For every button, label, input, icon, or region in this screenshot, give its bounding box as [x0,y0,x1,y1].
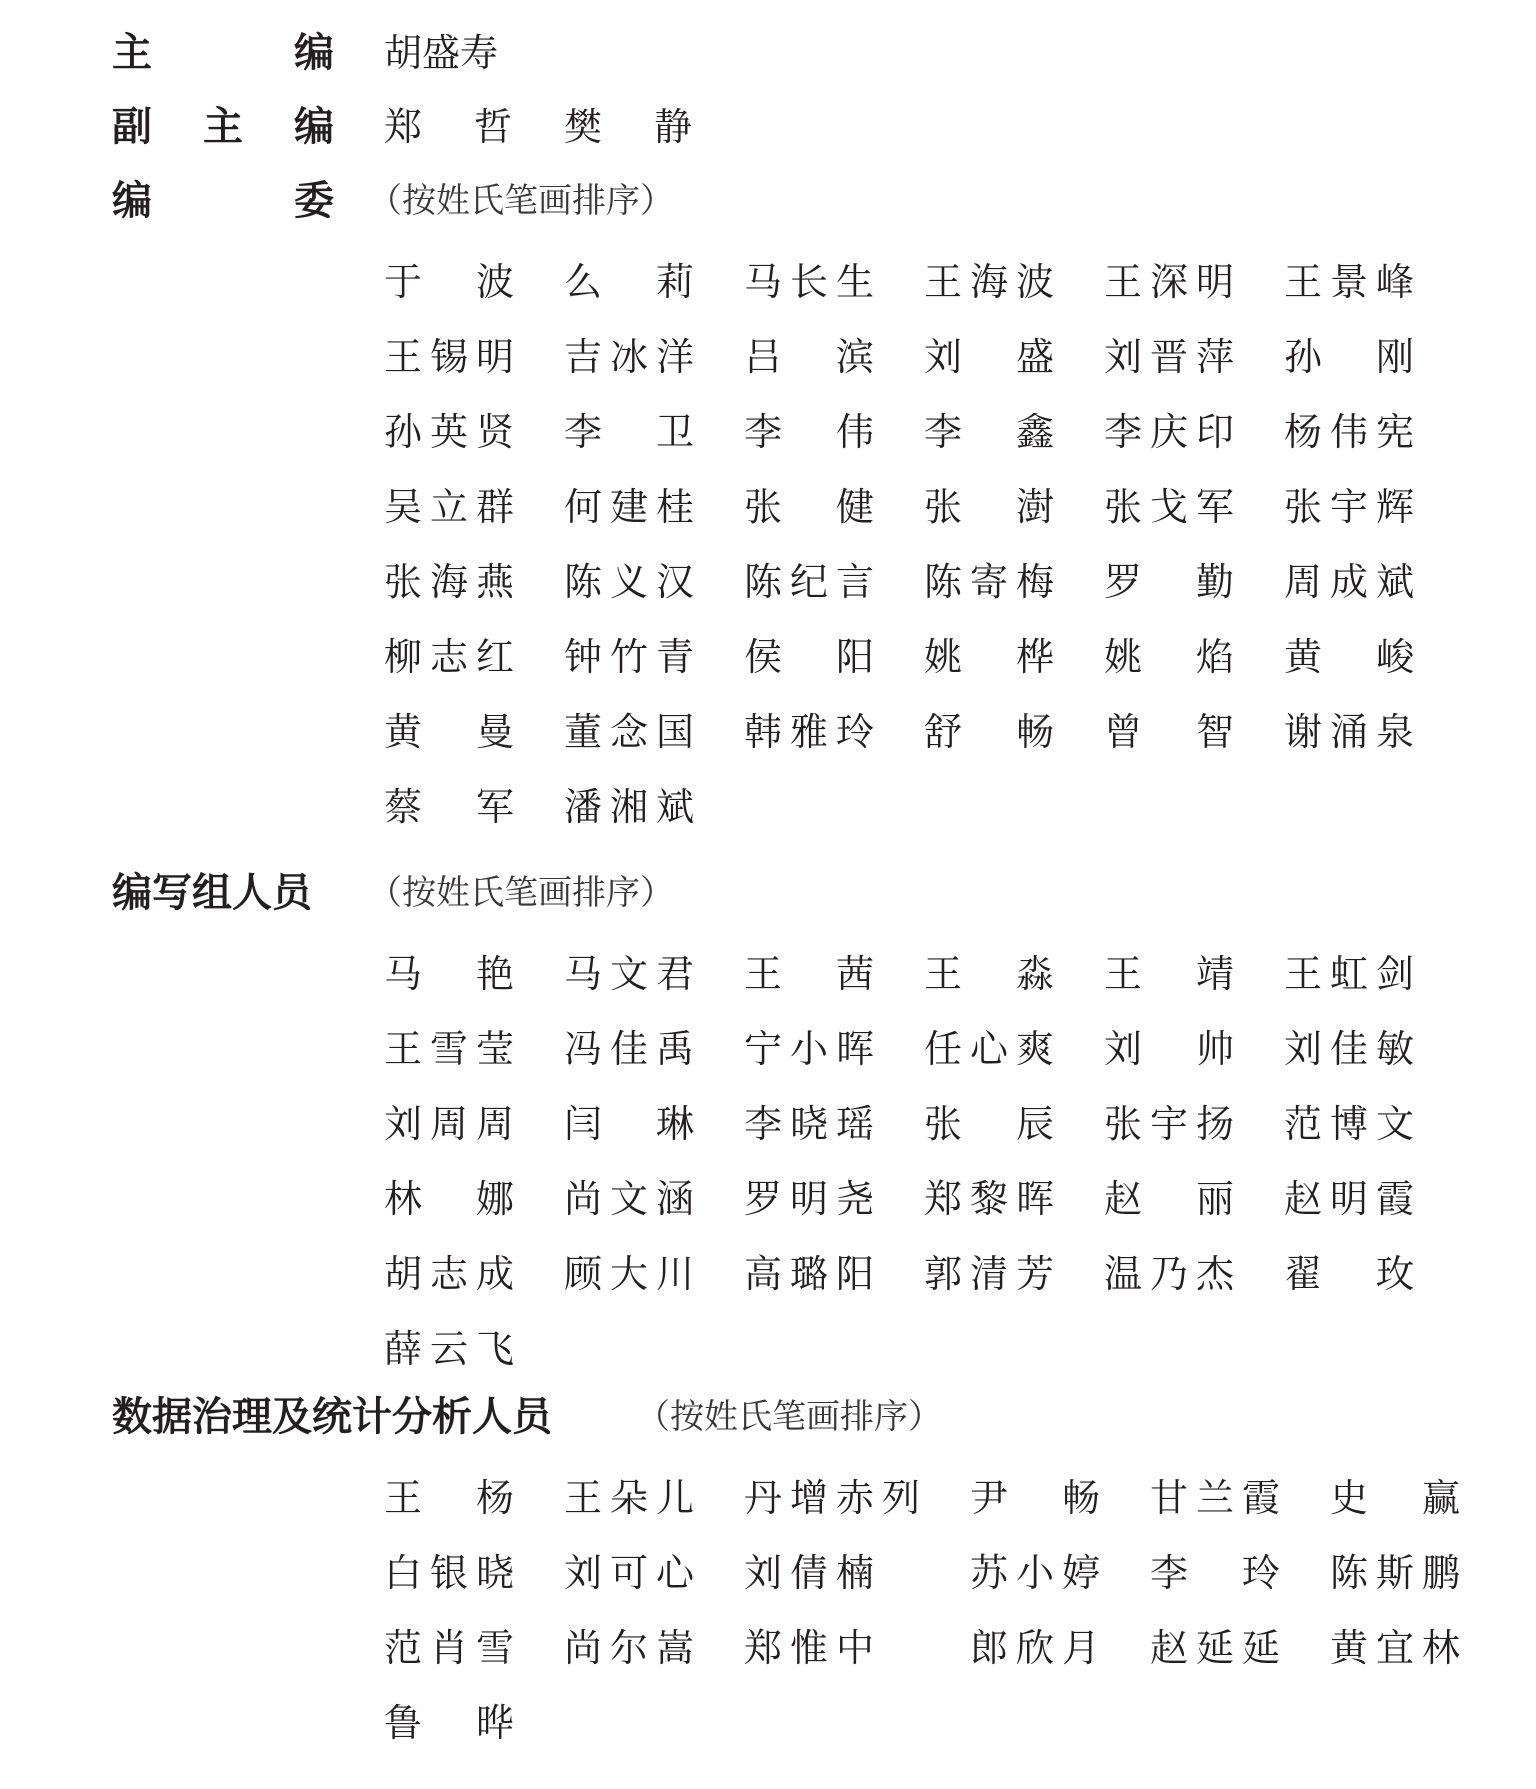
editorial-board-list [384,244,1464,844]
person-name: 谢 涌 泉 [1284,709,1414,754]
person-name: 史 赢 [1330,1475,1460,1520]
person-name: 赵 延 延 [1150,1625,1280,1670]
person-name: 张 健 [744,484,874,529]
data-group-list [384,1460,1460,1760]
person-name: 林 娜 [384,1176,514,1221]
person-name: 苏 小 婷 [970,1550,1100,1595]
person-name: 王 虹 剑 [1284,951,1414,996]
person-name: 韩 雅 玲 [744,709,874,754]
person-name: 柳 志 红 [384,634,514,679]
person-name: 赵 明 霞 [1284,1176,1414,1221]
deputy-name-char: 郑 [384,105,423,149]
deputy-label-char: 主 [203,104,243,150]
person-name: 尚 尔 嵩 [564,1625,694,1670]
writing-group-label: 编写组人员 [112,870,312,916]
person-name: 李 鑫 [924,409,1054,454]
person-name: 王 茜 [744,951,874,996]
deputy-label-char: 副 [112,104,152,150]
person-name: 王 朵 儿 [564,1475,694,1520]
person-name: 么 莉 [564,259,694,304]
person-name: 杨 伟 宪 [1284,409,1414,454]
person-name: 孙 英 贤 [384,409,514,454]
person-name: 孙 刚 [1284,334,1414,379]
person-name: 顾 大 川 [564,1251,694,1296]
deputy-name-char: 哲 [473,105,512,149]
person-name: 张 辰 [924,1101,1054,1146]
writing-group-note: （按姓氏笔画排序） [368,873,674,913]
person-name: 刘 晋 萍 [1104,334,1234,379]
person-name: 黄 宜 林 [1330,1625,1460,1670]
person-name: 陈 纪 言 [744,559,874,604]
person-name: 何 建 桂 [564,484,694,529]
person-name: 张 戈 军 [1104,484,1234,529]
person-name: 李 晓 瑶 [744,1101,874,1146]
person-name: 钟 竹 青 [564,634,694,679]
board-label-char: 委 [294,178,334,224]
chief-editor-label-char: 主 [112,30,152,76]
data-group-note: （按姓氏笔画排序） [636,1397,942,1437]
deputy-chief-editor-row [0,74,1536,148]
person-name: 张 海 燕 [384,559,514,604]
person-name: 王 深 明 [1104,259,1234,304]
person-name: 张 宇 扬 [1104,1101,1234,1146]
person-name: 白 银 晓 [384,1550,514,1595]
writing-group-list [384,936,1464,1386]
person-name: 罗 勤 [1104,559,1234,604]
person-name: 李 伟 [744,409,874,454]
person-name: 丹 增 赤 列 [744,1475,920,1520]
person-name: 郭 清 芳 [924,1251,1054,1296]
person-name: 赵 丽 [1104,1176,1234,1221]
editorial-board-label [112,176,334,226]
person-name: 王 靖 [1104,951,1234,996]
person-name: 罗 明 尧 [744,1176,874,1221]
person-name: 马 艳 [384,951,514,996]
person-name: 刘 帅 [1104,1026,1234,1071]
data-group-row [0,1364,1536,1438]
editorial-board-row [0,148,1536,222]
editorial-board-note: （按姓氏笔画排序） [368,181,674,221]
person-name: 刘 周 周 [384,1101,514,1146]
person-name: 刘 盛 [924,334,1054,379]
deputy-name-char: 静 [653,105,692,149]
person-name: 马 长 生 [744,259,874,304]
person-name: 郑 黎 晖 [924,1176,1054,1221]
person-name: 范 博 文 [1284,1101,1414,1146]
person-name: 郑 惟 中 [744,1625,874,1670]
chief-editor-name: 胡盛寿 [384,31,499,75]
person-name: 尹 畅 [970,1475,1100,1520]
person-name: 董 念 国 [564,709,694,754]
person-name: 陈 斯 鹏 [1330,1550,1460,1595]
person-name: 侯 阳 [744,634,874,679]
person-name: 温 乃 杰 [1104,1251,1234,1296]
person-name: 陈 寄 梅 [924,559,1054,604]
person-name: 王 锡 明 [384,334,514,379]
person-name: 周 成 斌 [1284,559,1414,604]
person-name: 吉 冰 洋 [564,334,694,379]
person-name: 王 杨 [384,1475,514,1520]
chief-editor-row [0,0,1536,74]
person-name: 李 卫 [564,409,694,454]
person-name: 刘 可 心 [564,1550,694,1595]
person-name: 任 心 爽 [924,1026,1054,1071]
person-name: 薛 云 飞 [384,1326,514,1371]
chief-editor-label-char: 编 [294,30,334,76]
person-name: 王 海 波 [924,259,1054,304]
person-name: 范 肖 雪 [384,1625,514,1670]
person-name: 张 澍 [924,484,1054,529]
person-name: 刘 倩 楠 [744,1550,874,1595]
person-name: 吴 立 群 [384,484,514,529]
chief-editor-label [112,28,334,78]
person-name: 王 景 峰 [1284,259,1414,304]
person-name: 李 庆 印 [1104,409,1234,454]
person-name: 马 文 君 [564,951,694,996]
person-name: 尚 文 涵 [564,1176,694,1221]
person-name: 宁 小 晖 [744,1026,874,1071]
person-name: 甘 兰 霞 [1150,1475,1280,1520]
person-name: 翟 玫 [1284,1251,1414,1296]
person-name: 王 雪 莹 [384,1026,514,1071]
person-name: 姚 焰 [1104,634,1234,679]
board-label-char: 编 [112,178,152,224]
person-name: 高 璐 阳 [744,1251,874,1296]
person-name: 李 玲 [1150,1550,1280,1595]
person-name: 闫 琳 [564,1101,694,1146]
deputy-label-char: 编 [294,104,334,150]
person-name: 张 宇 辉 [1284,484,1414,529]
person-name: 吕 滨 [744,334,874,379]
deputy-chief-editor-label [112,102,334,152]
person-name: 潘 湘 斌 [564,784,694,829]
person-name: 刘 佳 敏 [1284,1026,1414,1071]
person-name: 曾 智 [1104,709,1234,754]
person-name: 蔡 军 [384,784,514,829]
person-name: 黄 曼 [384,709,514,754]
person-name: 于 波 [384,259,514,304]
person-name: 黄 峻 [1284,634,1414,679]
data-group-label: 数据治理及统计分析人员 [112,1394,552,1440]
person-name: 鲁 晔 [384,1700,514,1745]
writing-group-row [0,840,1536,914]
deputy-chief-editor-names [384,102,692,152]
person-name: 冯 佳 禹 [564,1026,694,1071]
person-name: 郎 欣 月 [970,1625,1100,1670]
person-name: 陈 义 汉 [564,559,694,604]
person-name: 姚 桦 [924,634,1054,679]
person-name: 王 淼 [924,951,1054,996]
deputy-name-char: 樊 [563,105,602,149]
person-name: 胡 志 成 [384,1251,514,1296]
person-name: 舒 畅 [924,709,1054,754]
